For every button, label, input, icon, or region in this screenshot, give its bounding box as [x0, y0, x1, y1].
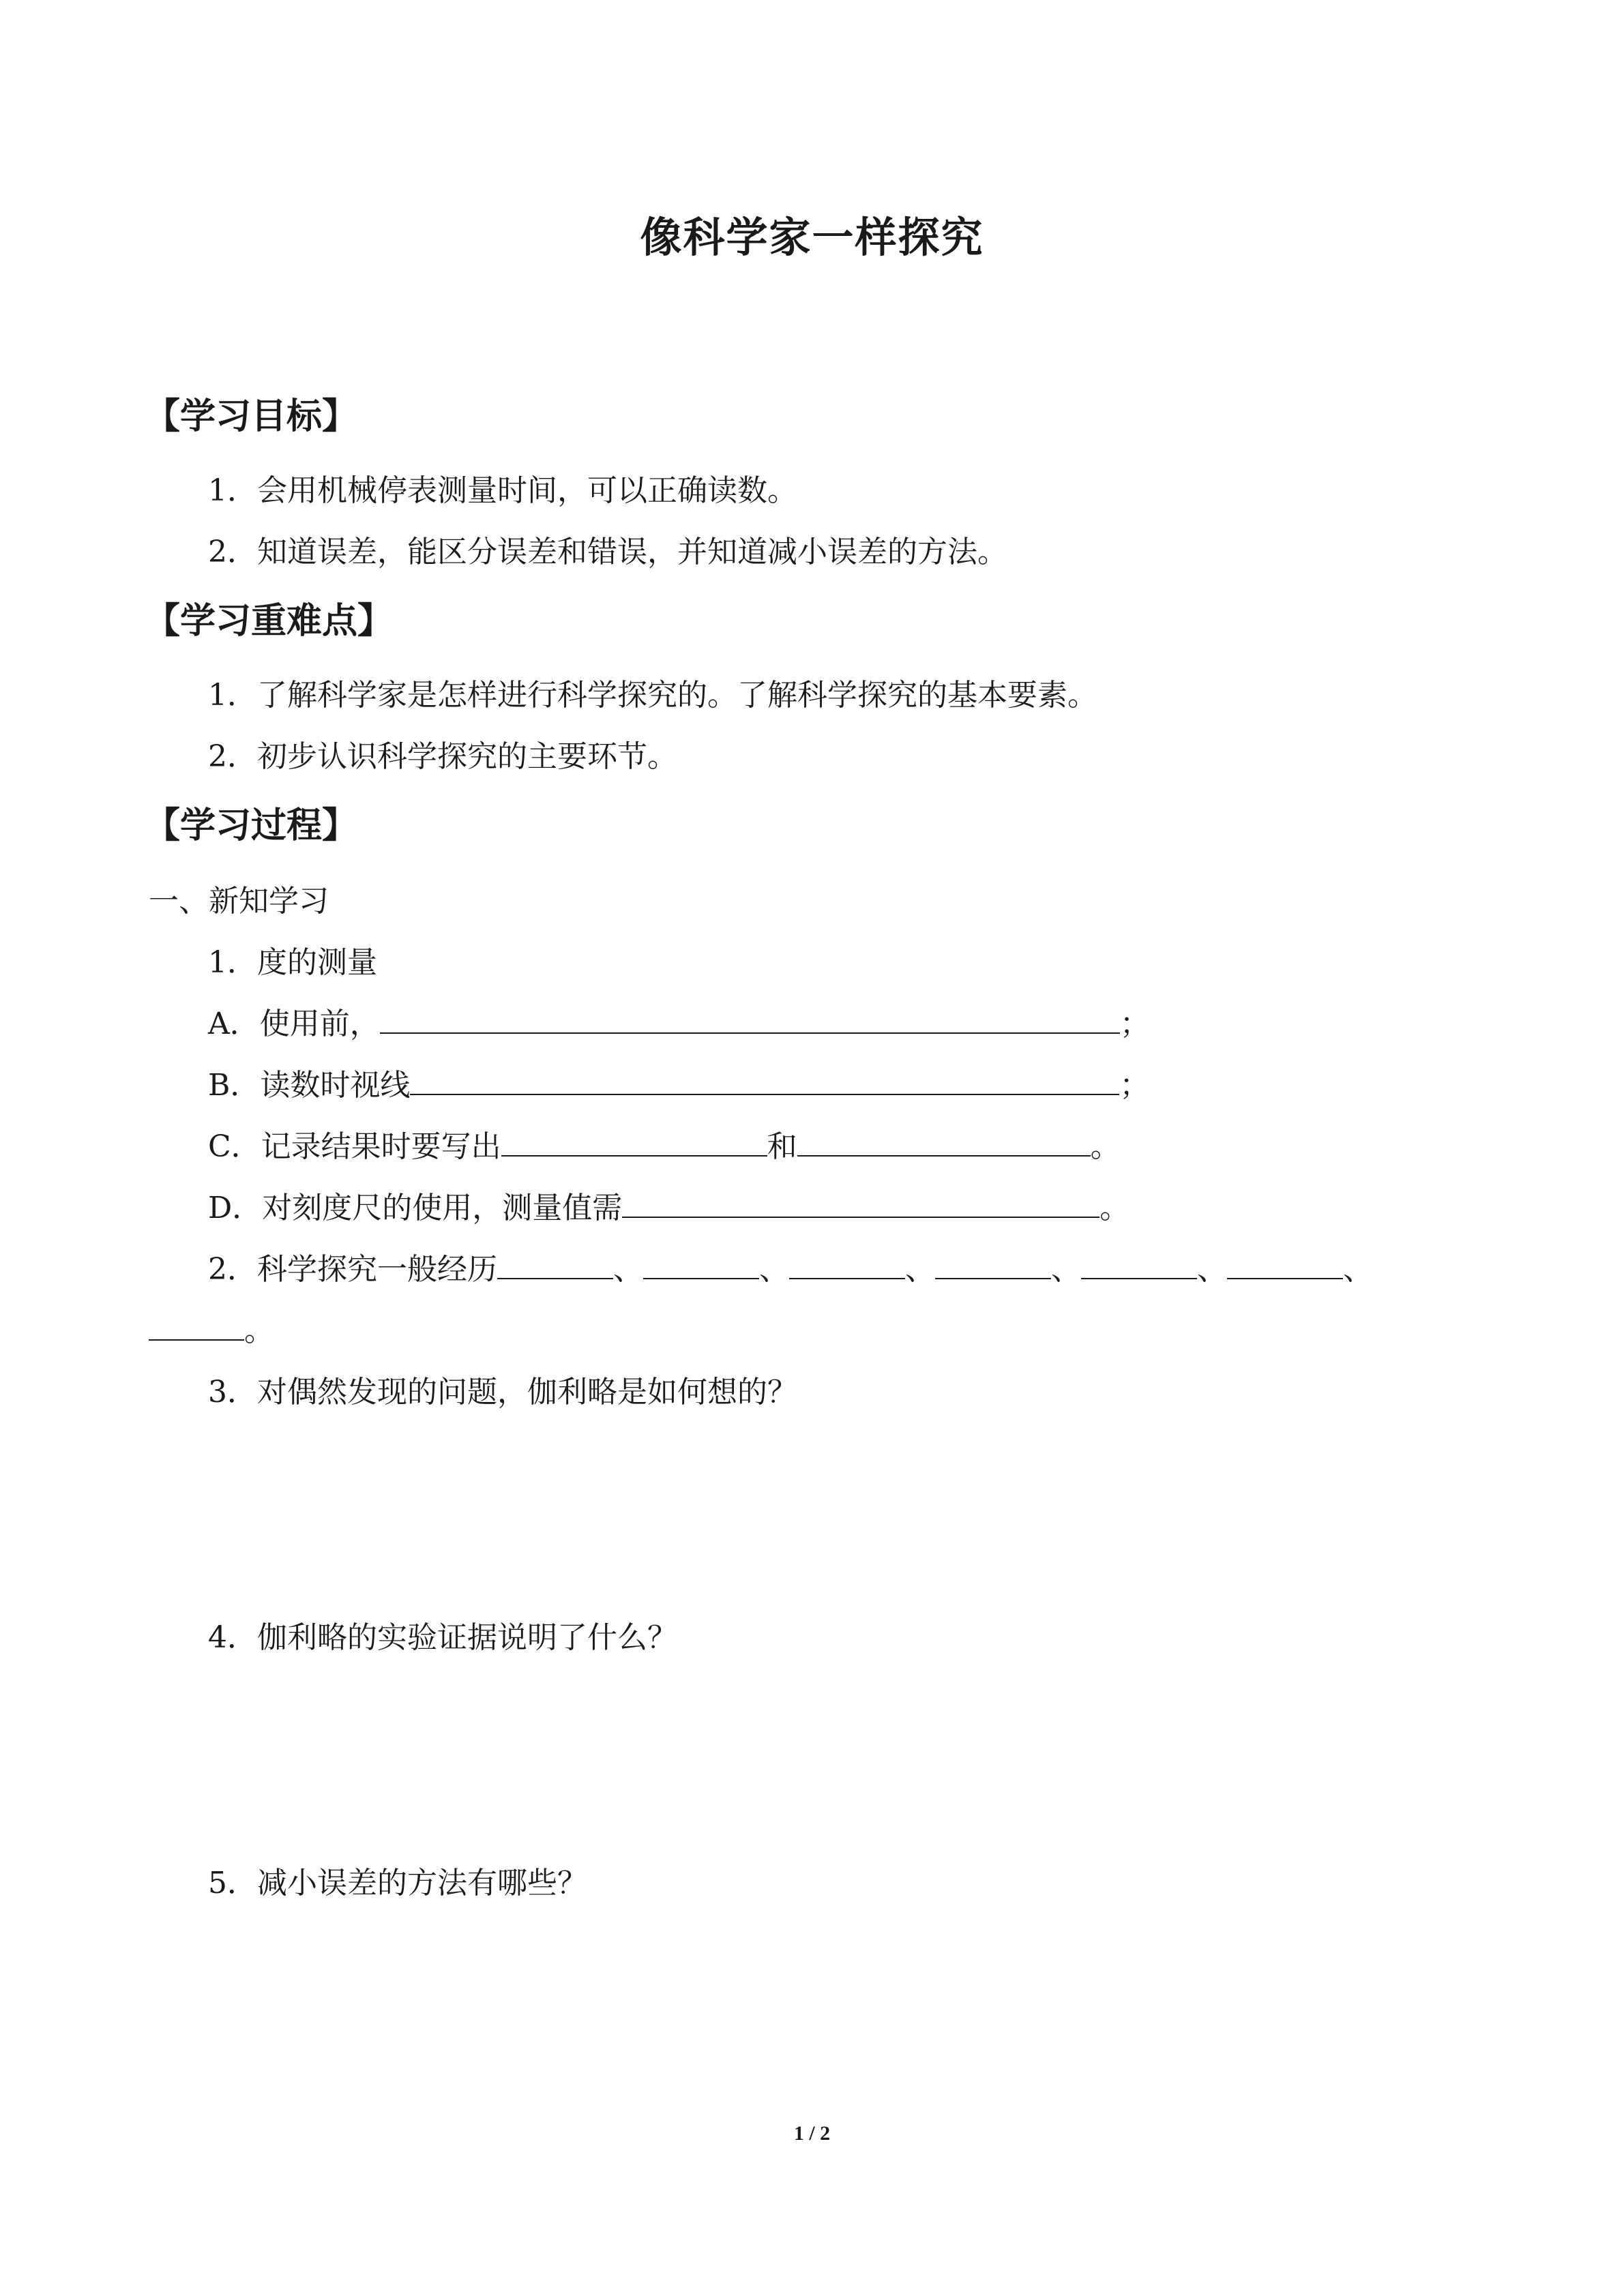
answer-blank[interactable] [410, 1065, 1119, 1095]
document-title: 像科学家一样探究 [640, 213, 984, 262]
goal-item-1: 1．会用机械停表测量时间，可以正确读数。 [208, 473, 797, 508]
section-heading-key-points: 【学习重难点】 [145, 601, 394, 642]
question-1d-text: D．对刻度尺的使用，测量值需 [208, 1191, 623, 1225]
separator: 、 [1051, 1252, 1081, 1287]
separator: 、 [759, 1252, 789, 1287]
separator: 、 [1343, 1252, 1373, 1287]
question-1b-text: B．读数时视线 [208, 1068, 411, 1103]
question-2-text: 2．科学探究一般经历 [208, 1252, 497, 1287]
page-number: 1 / 2 [793, 2122, 831, 2145]
question-4: 4．伽利略的实验证据说明了什么？ [208, 1620, 677, 1655]
question-1c-and: 和 [767, 1129, 797, 1164]
question-1c-punct: 。 [1090, 1129, 1121, 1164]
answer-blank[interactable] [622, 1188, 1099, 1218]
answer-blank[interactable] [149, 1311, 244, 1341]
question-1a-punct: ； [1119, 1007, 1150, 1041]
question-1b [208, 1065, 1149, 1106]
question-3: 3．对偶然发现的问题，伽利略是如何想的？ [208, 1375, 797, 1410]
key-point-item-1: 1．了解科学家是怎样进行科学探究的。了解科学探究的基本要素。 [208, 678, 1097, 713]
answer-blank[interactable] [1227, 1249, 1343, 1279]
question-2-continued [149, 1311, 274, 1352]
answer-blank[interactable] [789, 1249, 905, 1279]
separator: 、 [613, 1252, 643, 1287]
answer-blank[interactable] [797, 1127, 1091, 1157]
question-1d [208, 1188, 1130, 1229]
question-2-punct: 。 [244, 1313, 274, 1348]
question-1c [208, 1127, 1121, 1167]
answer-blank[interactable] [1081, 1249, 1197, 1279]
question-1c-text: C．记录结果时要写出 [208, 1129, 501, 1164]
separator: 、 [1197, 1252, 1227, 1287]
answer-blank[interactable] [501, 1127, 767, 1157]
key-point-item-2: 2．初步认识科学探究的主要环节。 [208, 739, 677, 774]
question-1a [208, 1004, 1150, 1045]
answer-blank[interactable] [380, 1004, 1120, 1034]
goal-item-2: 2．知道误差，能区分误差和错误，并知道减小误差的方法。 [208, 535, 1007, 569]
question-2 [208, 1249, 1373, 1290]
question-5: 5．减小误差的方法有哪些？ [208, 1866, 587, 1900]
question-1a-text: A．使用前， [208, 1007, 380, 1041]
part-heading-new-knowledge: 一、新知学习 [149, 884, 329, 919]
question-1b-punct: ； [1119, 1068, 1150, 1103]
separator: 、 [905, 1252, 935, 1287]
answer-blank[interactable] [643, 1249, 759, 1279]
section-heading-process: 【学习过程】 [145, 805, 358, 846]
answer-blank[interactable] [497, 1249, 613, 1279]
question-1d-punct: 。 [1099, 1191, 1130, 1225]
question-1: 1．度的测量 [208, 945, 377, 980]
answer-blank[interactable] [935, 1249, 1051, 1279]
section-heading-goals: 【学习目标】 [145, 396, 358, 437]
